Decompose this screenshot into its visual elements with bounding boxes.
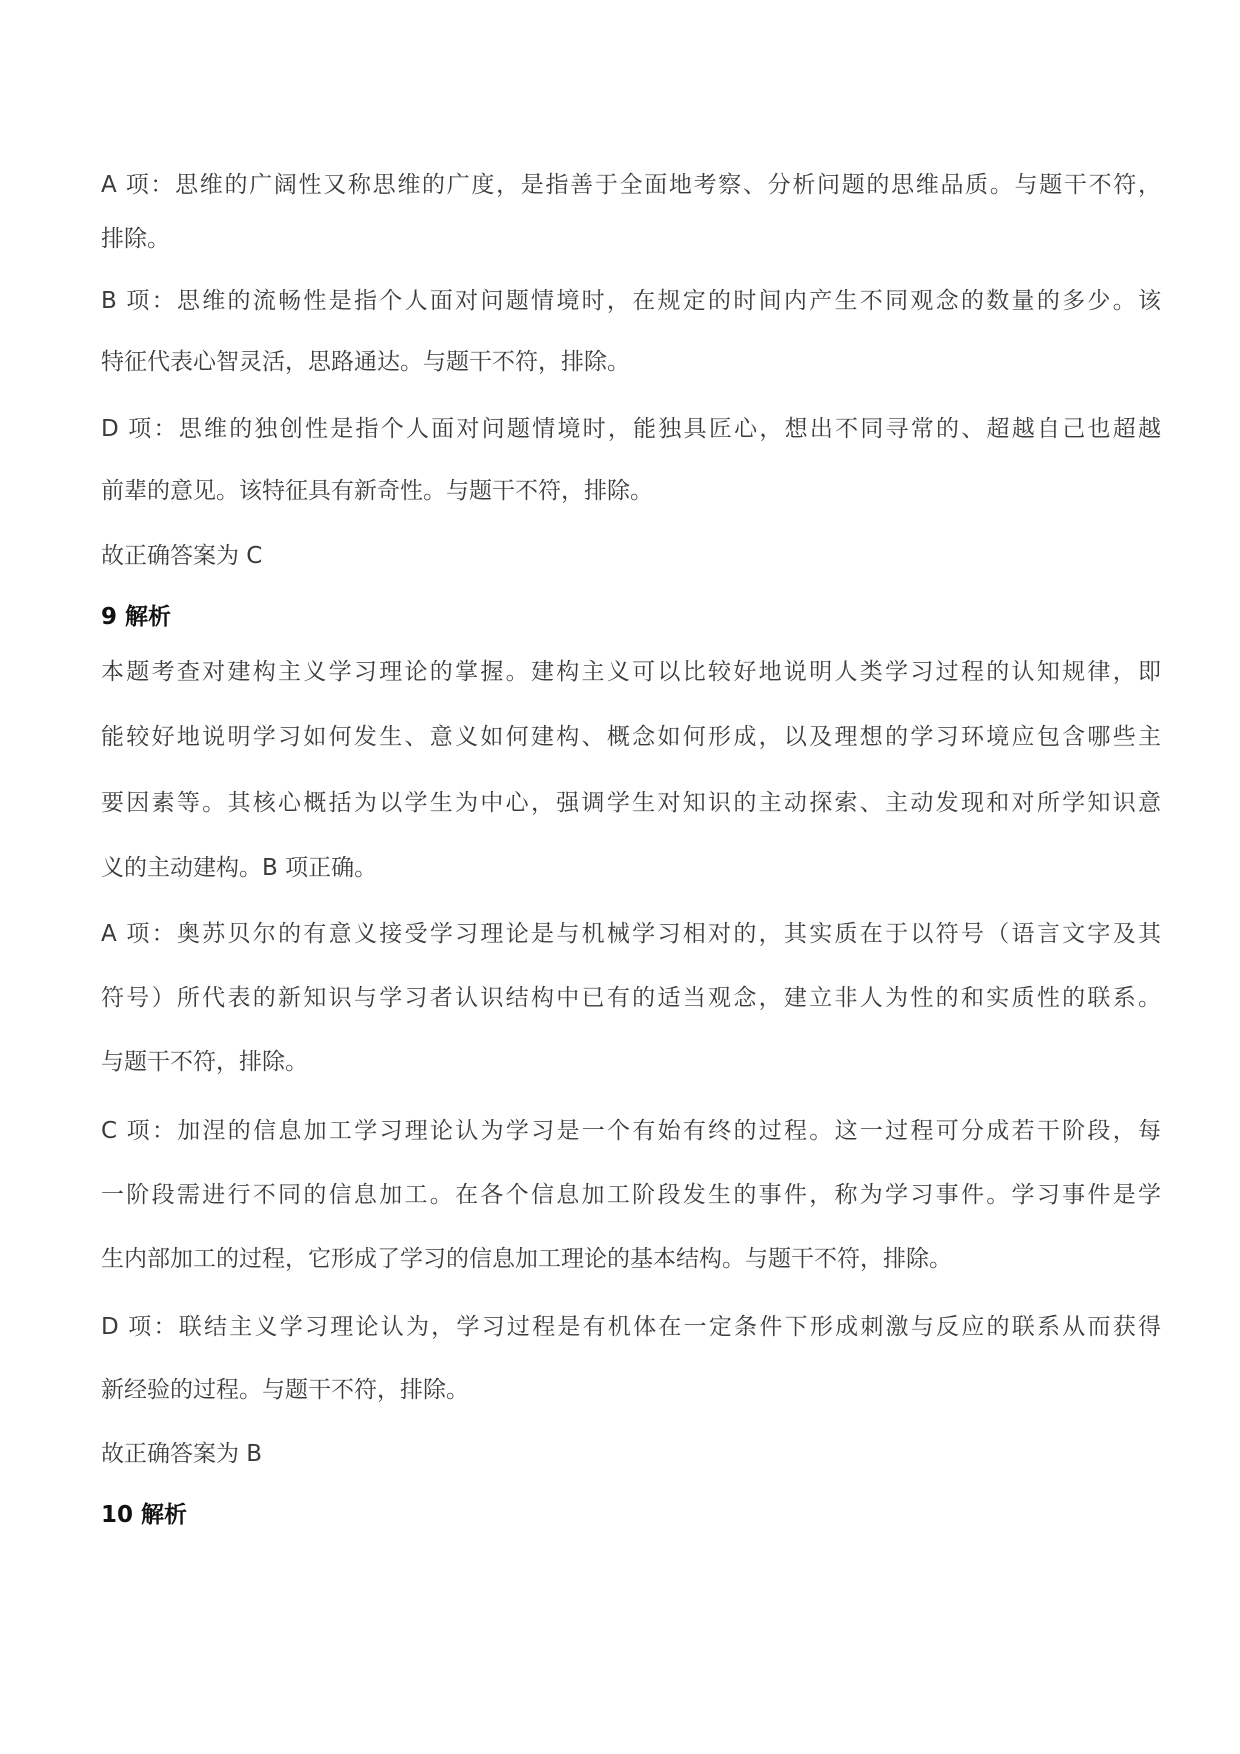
paragraph-line: 符号）所代表的新知识与学习者认识结构中已有的适当观念，建立非人为性的和实质性的联系。 [101,985,1161,1011]
paragraph-line: 生内部加工的过程，它形成了学习的信息加工理论的基本结构。与题干不符，排除。 [101,1246,952,1272]
paragraph-line: 要因素等。其核心概括为以学生为中心，强调学生对知识的主动探索、主动发现和对所学知识意 [101,790,1161,816]
paragraph-line: 前辈的意见。该特征具有新奇性。与题干不符，排除。 [101,478,653,504]
paragraph-line: B 项：思维的流畅性是指个人面对问题情境时，在规定的时间内产生不同观念的数量的多少。该 [101,288,1161,314]
paragraph-line: 新经验的过程。与题干不符，排除。 [101,1377,469,1403]
paragraph-line: C 项：加涅的信息加工学习理论认为学习是一个有始有终的过程。这一过程可分成若干阶段，每 [101,1118,1161,1144]
paragraph-line: 故正确答案为 C [101,543,263,569]
section-heading: 10 解析 [101,1502,188,1528]
paragraph-line: A 项：奥苏贝尔的有意义接受学习理论是与机械学习相对的，其实质在于以符号（语言文字及其 [101,921,1161,947]
paragraph-line: 特征代表心智灵活，思路通达。与题干不符，排除。 [101,349,630,375]
paragraph-line: 故正确答案为 B [101,1441,263,1467]
paragraph-line: 与题干不符，排除。 [101,1049,308,1075]
section-heading: 9 解析 [101,604,172,630]
paragraph-line: 排除。 [101,226,170,252]
paragraph-line: 一阶段需进行不同的信息加工。在各个信息加工阶段发生的事件，称为学习事件。学习事件是学 [101,1182,1161,1208]
paragraph-line: D 项：联结主义学习理论认为，学习过程是有机体在一定条件下形成刺激与反应的联系从而获得 [101,1314,1161,1340]
paragraph-line: A 项：思维的广阔性又称思维的广度，是指善于全面地考察、分析问题的思维品质。与题干不符， [101,172,1161,198]
paragraph-line: 能较好地说明学习如何发生、意义如何建构、概念如何形成，以及理想的学习环境应包含哪些主 [101,724,1161,750]
paragraph-line: D 项：思维的独创性是指个人面对问题情境时，能独具匠心，想出不同寻常的、超越自己也超越 [101,416,1161,442]
paragraph-line: 本题考查对建构主义学习理论的掌握。建构主义可以比较好地说明人类学习过程的认知规律，即 [101,659,1161,685]
paragraph-line: 义的主动建构。B 项正确。 [101,855,378,881]
